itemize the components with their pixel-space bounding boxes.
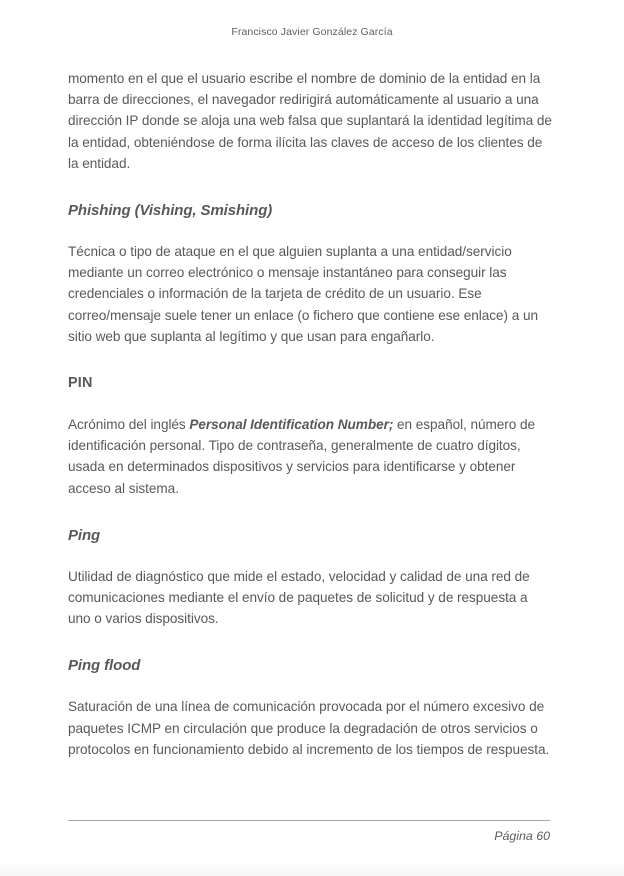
heading-ping: Ping — [68, 526, 101, 544]
page-number: Página 60 — [494, 829, 550, 843]
paragraph-pin-lead: Acrónimo del inglés — [68, 417, 190, 433]
spacer — [68, 499, 552, 525]
heading-ping-flood: Ping flood — [68, 657, 141, 675]
spacer — [68, 546, 552, 566]
spacer — [68, 221, 552, 241]
page-content — [68, 68, 552, 760]
running-header: Francisco Javier González García — [231, 26, 393, 38]
paragraph-pin-emphasis: Personal Identification Number; — [189, 417, 394, 433]
page-break-shadow — [0, 862, 624, 876]
paragraph-pin-tail: en español, número de identificación personal. Tipo de contraseña, generalmente de cuatro dígitos, usada en determinados dispositivos y servicios para identificarse y obtener acceso al sistema. — [68, 417, 536, 496]
paragraph-ping-flood: Saturación de una línea de comunicación provocada por el número excesivo de paquetes ICMP en circulación que produce la degradación de otros servicios o protocolos en funcionamiento debido al incremento de los tiempos de respuesta. — [68, 699, 550, 757]
paragraph-continuation: momento en el que el usuario escribe el nombre de dominio de la entidad en la barra de direcciones, el navegador redirigirá automáticamente al usuario a una dirección IP donde se aloja una web falsa que suplantará la identidad legítima de la entidad, obteniéndose de forma ilícita las claves de acceso de los clientes de la entidad. — [68, 71, 552, 171]
spacer — [68, 676, 552, 696]
spacer — [68, 174, 552, 200]
paragraph-ping: Utilidad de diagnóstico que mide el estado, velocidad y calidad de una red de comunicaciones mediante el envío de paquetes de solicitud y de respuesta a uno o varios dispositivos. — [68, 568, 530, 627]
spacer — [68, 347, 552, 373]
heading-pin: PIN — [68, 375, 93, 392]
page-footer — [68, 820, 550, 844]
paragraph-phishing: Técnica o tipo de ataque en el que alguien suplanta a una entidad/servicio mediante un correo electrónico o mensaje instantáneo para conseguir las credenciales o información de la tarjeta de crédito de un usuario. Ese correo/mensaje suele tener un enlace (o fichero que contiene ese enlace) a un sitio web que suplanta al legítimo y que usan para engañarlo. — [68, 244, 538, 344]
spacer — [68, 629, 552, 655]
spacer — [68, 394, 552, 414]
heading-phishing: Phishing (Vishing, Smishing) — [68, 202, 273, 220]
paragraph-pin — [68, 414, 552, 499]
